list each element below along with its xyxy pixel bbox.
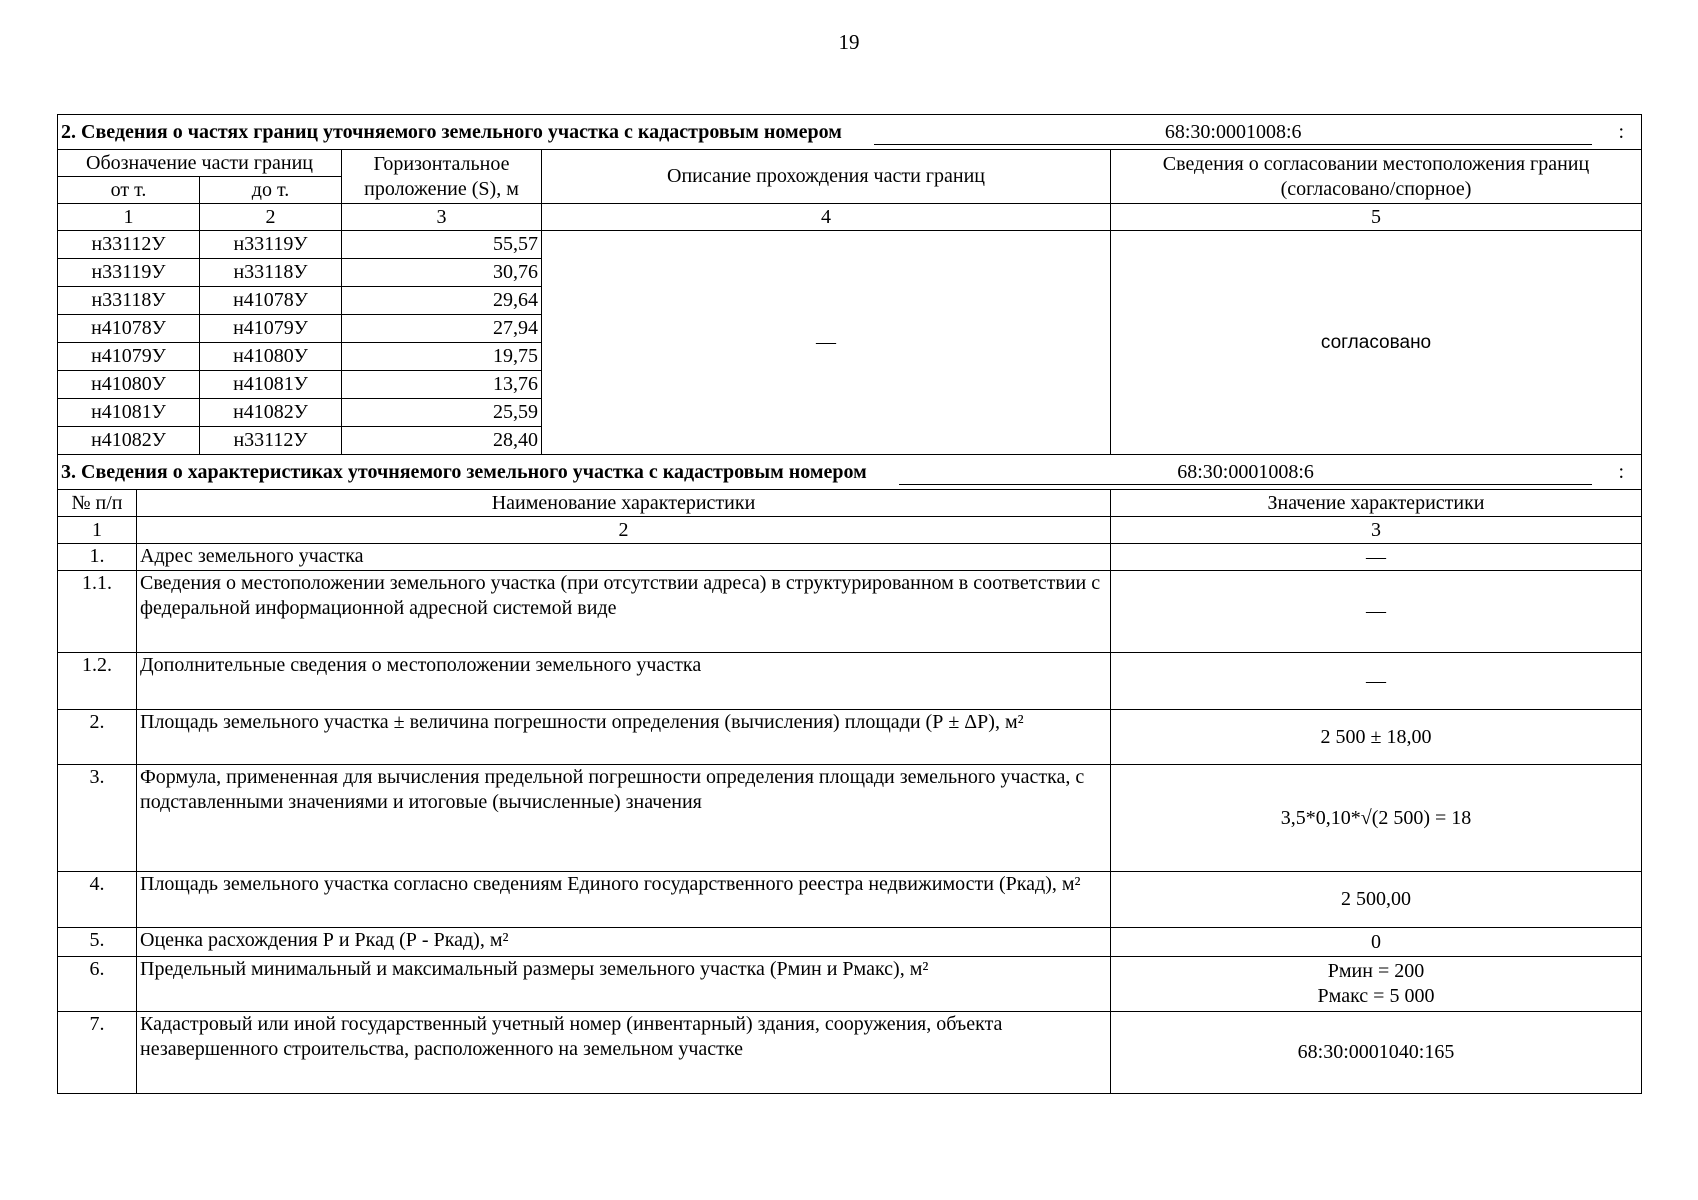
section3-colon: : (1618, 460, 1625, 483)
colnum: 2 (137, 517, 1111, 544)
cell-to: н41081У (200, 371, 342, 399)
cell-name: Площадь земельного участка согласно сведениям Единого государственного реестра недвижимости (Ркад), м² (137, 872, 1111, 928)
cell-to: н41079У (200, 315, 342, 343)
cell-num: 5. (58, 928, 137, 957)
section3-title: 3. Сведения о характеристиках уточняемого земельного участка с кадастровым номером (61, 460, 867, 483)
cell-value (1111, 957, 1642, 1012)
table-row (58, 765, 1642, 872)
cell-to: н41082У (200, 399, 342, 427)
cell-num: 3. (58, 765, 137, 872)
header-to: до т. (200, 177, 342, 204)
table-row (58, 544, 1642, 571)
section3-colnum-row (58, 517, 1642, 544)
header-description: Описание прохождения части границ (542, 150, 1111, 204)
cell-from: н41082У (58, 427, 200, 455)
page-number: 19 (838, 30, 860, 54)
cell-to: н33119У (200, 231, 342, 259)
cell-from: н33119У (58, 259, 200, 287)
cell-value: 2 500 ± 18,00 (1111, 710, 1642, 765)
cell-num: 1.2. (58, 653, 137, 710)
table-row (58, 653, 1642, 710)
section3-title-row (58, 455, 1642, 490)
colnum: 1 (58, 204, 200, 231)
section2-header-row (58, 150, 1642, 177)
cell-distance: 27,94 (342, 315, 542, 343)
section2-title: 2. Сведения о частях границ уточняемого земельного участка с кадастровым номером (61, 120, 842, 143)
cell-to: н41080У (200, 343, 342, 371)
cell-distance: 30,76 (342, 259, 542, 287)
cell-from: н33112У (58, 231, 200, 259)
cell-name: Оценка расхождения Р и Ркад (Р - Ркад), м² (137, 928, 1111, 957)
header-horizontal: Горизонтальное проложение (S), м (342, 150, 542, 204)
cell-to: н33118У (200, 259, 342, 287)
cell-value: 0 (1111, 928, 1642, 957)
table-row (58, 872, 1642, 928)
cell-num: 1. (58, 544, 137, 571)
cell-num: 2. (58, 710, 137, 765)
header-from: от т. (58, 177, 200, 204)
header-designation: Обозначение части границ (58, 150, 342, 177)
table-row (58, 571, 1642, 653)
colnum: 1 (58, 517, 137, 544)
colnum: 4 (542, 204, 1111, 231)
header-agreement: Сведения о согласовании местоположения границ (согласовано/спорное) (1111, 150, 1642, 204)
section3-cadastral-number: 68:30:0001008:6 (899, 460, 1593, 485)
cell-name: Сведения о местоположении земельного участка (при отсутствии адреса) в структурированном в соответствии с федеральной информационной адресной системой виде (137, 571, 1111, 653)
cell-name: Предельный минимальный и максимальный размеры земельного участка (Рмин и Рмакс), м² (137, 957, 1111, 1012)
cell-from: н33118У (58, 287, 200, 315)
cadastral-table (57, 114, 1642, 1094)
cell-distance: 28,40 (342, 427, 542, 455)
cell-name: Кадастровый или иной государственный учетный номер (инвентарный) здания, сооружения, объекта незавершенного строительства, расположенного на земельном участке (137, 1012, 1111, 1094)
table-row (58, 957, 1642, 1012)
cell-from: н41080У (58, 371, 200, 399)
cell-distance: 13,76 (342, 371, 542, 399)
cell-value: — (1111, 653, 1642, 710)
cell-value: — (1111, 544, 1642, 571)
cell-num: 4. (58, 872, 137, 928)
cell-distance: 29,64 (342, 287, 542, 315)
cell-from: н41081У (58, 399, 200, 427)
cell-from: н41078У (58, 315, 200, 343)
cell-name: Формула, примененная для вычисления предельной погрешности определения площади земельного участка, с подставленными значениями и итоговые (вычисленные) значения (137, 765, 1111, 872)
table-row (58, 1012, 1642, 1094)
cell-value: 68:30:0001040:165 (1111, 1012, 1642, 1094)
cell-agreement: согласовано (1111, 231, 1642, 455)
table-row (58, 710, 1642, 765)
cell-value: — (1111, 571, 1642, 653)
section2-colon: : (1618, 120, 1625, 143)
cell-name: Дополнительные сведения о местоположении земельного участка (137, 653, 1111, 710)
table-row (58, 928, 1642, 957)
cell-distance: 19,75 (342, 343, 542, 371)
cell-to: н33112У (200, 427, 342, 455)
header-value: Значение характеристики (1111, 490, 1642, 517)
cell-distance: 55,57 (342, 231, 542, 259)
cell-value: 2 500,00 (1111, 872, 1642, 928)
section2-cadastral-number: 68:30:0001008:6 (874, 120, 1593, 145)
header-name: Наименование характеристики (137, 490, 1111, 517)
cell-value: 3,5*0,10*√(2 500) = 18 (1111, 765, 1642, 872)
colnum: 3 (342, 204, 542, 231)
section3-header-row (58, 490, 1642, 517)
header-num: № п/п (58, 490, 137, 517)
colnum: 5 (1111, 204, 1642, 231)
cell-distance: 25,59 (342, 399, 542, 427)
cell-name: Адрес земельного участка (137, 544, 1111, 571)
colnum: 3 (1111, 517, 1642, 544)
table-row (58, 231, 1642, 259)
cell-num: 6. (58, 957, 137, 1012)
cell-from: н41079У (58, 343, 200, 371)
cell-name: Площадь земельного участка ± величина погрешности определения (вычисления) площади (Р ± ΔР), м² (137, 710, 1111, 765)
section2-colnum-row (58, 204, 1642, 231)
cell-num: 1.1. (58, 571, 137, 653)
cell-description: — (542, 231, 1111, 455)
cell-to: н41078У (200, 287, 342, 315)
colnum: 2 (200, 204, 342, 231)
section2-title-row (58, 115, 1642, 150)
value-max-line: Рмакс = 5 000 (1317, 985, 1435, 1007)
value-min-line: Рмин = 200 (1327, 960, 1425, 982)
cell-num: 7. (58, 1012, 137, 1094)
